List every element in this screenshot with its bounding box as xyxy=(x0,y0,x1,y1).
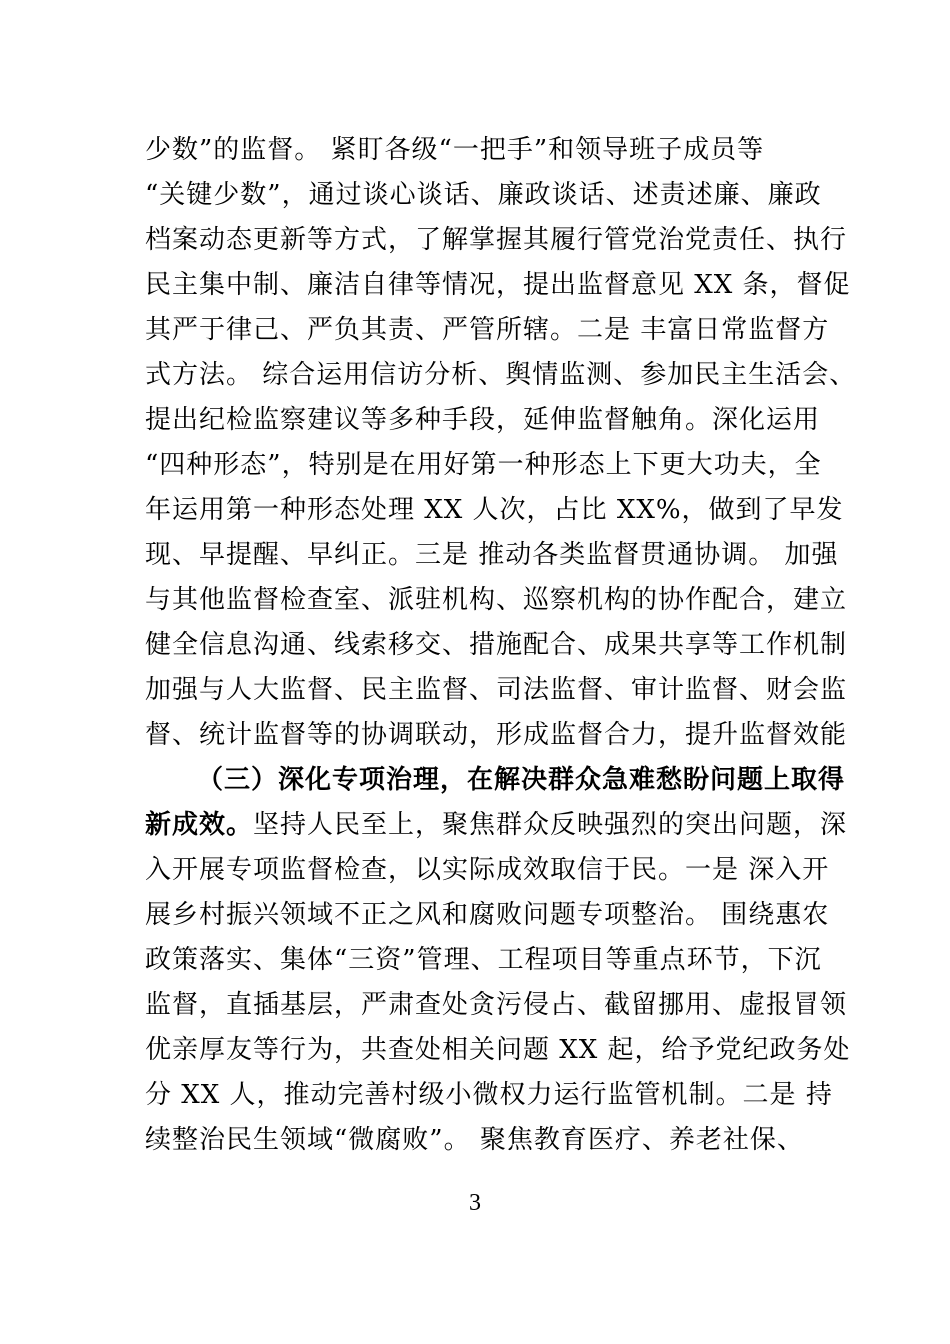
text-line-20: 监督，直插基层，严肃查处贪污侵占、截留挪用、虚报冒领 xyxy=(145,990,848,1020)
text-line-5: 其严于律己、严负其责、严管所辖。二是 丰富日常监督方 xyxy=(145,315,830,345)
section-heading-3: （三）深化专项治理，在解决群众急难愁盼问题上取得 xyxy=(197,765,846,795)
text-line-11: 与其他监督检查室、派驻机构、巡察机构的协作配合，建立 xyxy=(145,585,848,615)
text-line-16 xyxy=(145,805,848,845)
text-line-2: “关键少数”，通过谈心谈话、廉政谈话、述责述廉、廉政 xyxy=(145,180,822,210)
text-line-8: “四种形态”，特别是在用好第一种形态上下更大功夫，全 xyxy=(145,450,822,480)
text-line-7: 提出纪检监察建议等多种手段，延伸监督触角。深化运用 xyxy=(145,405,821,435)
text-line-12: 健全信息沟通、线索移交、措施配合、成果共享等工作机制 xyxy=(145,630,848,660)
section-heading-continuation: 新成效。 xyxy=(145,810,254,840)
text-line-6: 式方法。 综合运用信访分析、舆情监测、参加民主生活会、 xyxy=(145,360,857,390)
text-line-18: 展乡村振兴领域不正之风和腐败问题专项整治。 围绕惠农 xyxy=(145,900,830,930)
text-line-21: 优亲厚友等行为，共查处相关问题 XX 起，给予党纪政务处 xyxy=(145,1035,851,1065)
text-line-16-body: 坚持人民至上，聚焦群众反映强烈的突出问题，深 xyxy=(253,810,848,840)
text-line-3: 档案动态更新等方式，了解掌握其履行管党治党责任、执行 xyxy=(145,225,848,255)
text-line-4: 民主集中制、廉洁自律等情况，提出监督意见 XX 条，督促 xyxy=(145,270,851,300)
text-line-23: 续整治民生领域“微腐败”。 聚焦教育医疗、养老社保、 xyxy=(145,1125,804,1155)
text-line-14: 督、统计监督等的协调联动，形成监督合力，提升监督效能 xyxy=(145,720,848,750)
text-line-13: 加强与人大监督、民主监督、司法监督、审计监督、财会监 xyxy=(145,675,848,705)
text-line-10: 现、早提醒、早纠正。三是 推动各类监督贯通协调。 加强 xyxy=(145,540,839,570)
text-line-9: 年运用第一种形态处理 XX 人次，占比 XX%，做到了早发 xyxy=(145,495,844,525)
text-line-17: 入开展专项监督检查，以实际成效取信于民。一是 深入开 xyxy=(145,855,830,885)
page-number: 3 xyxy=(469,1190,481,1216)
text-line-1: 少数”的监督。 紧盯各级“一把手”和领导班子成员等 xyxy=(145,135,765,165)
text-line-19: 政策落实、集体“三资”管理、工程项目等重点环节，下沉 xyxy=(145,945,822,975)
text-line-22: 分 XX 人，推动完善村级小微权力运行监管机制。二是 持 xyxy=(145,1080,833,1110)
